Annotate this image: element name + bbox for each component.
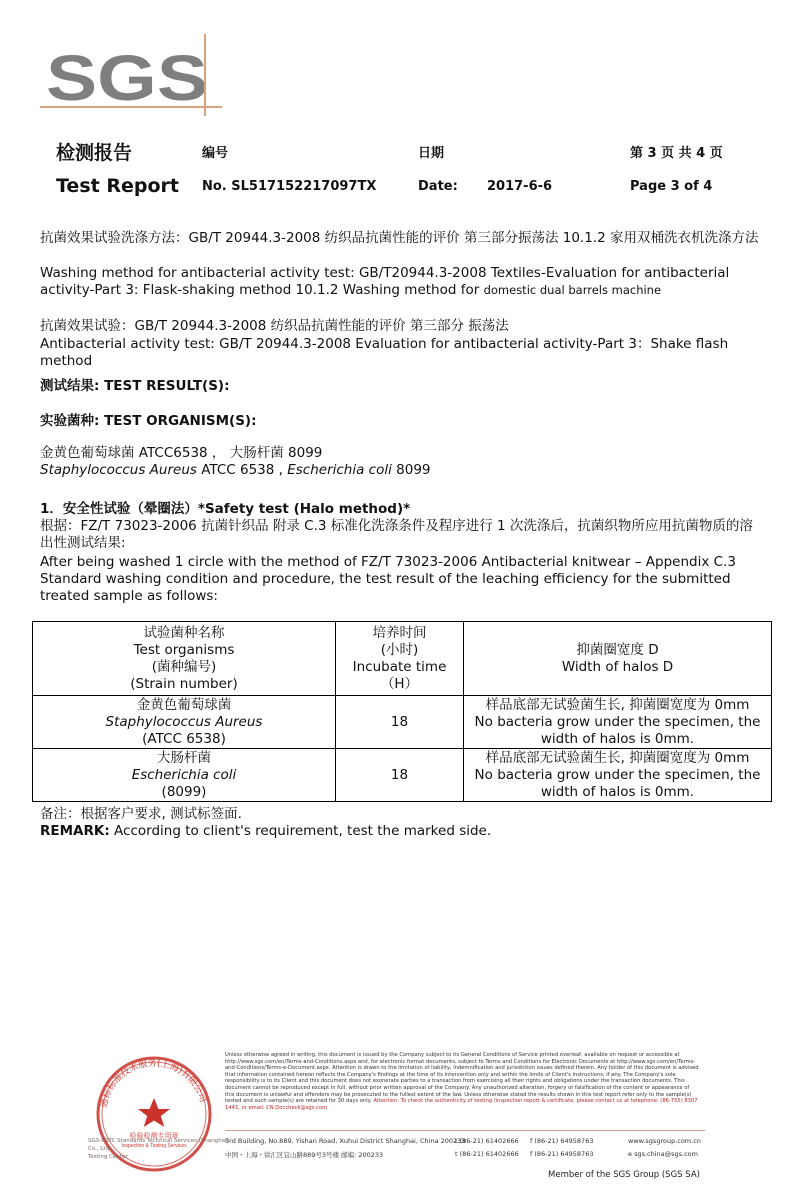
test-result-heading: 测试结果: TEST RESULT(S): bbox=[40, 378, 230, 394]
address-cn: 中国・上海・徐汇区宜山路889号3号楼 邮编: 200233 bbox=[225, 1151, 384, 1159]
result-cell: 样品底部无试验菌生长, 抑菌圈宽度为 0mm No bacteria grow under the specimen, the width of halos is 0mm. bbox=[464, 749, 772, 802]
table-row bbox=[33, 749, 772, 802]
date-label-en: Date: bbox=[418, 179, 458, 194]
email: e sgs.china@sgs.com bbox=[628, 1150, 698, 1158]
organism-cell: 金黄色葡萄球菌 Staphylococcus Aureus (ATCC 6538) bbox=[33, 696, 336, 749]
footer-divider bbox=[225, 1130, 705, 1131]
header-halo-width: 抑菌圈宽度 D Width of halos D bbox=[464, 622, 772, 696]
page-cn: 第 3 页 共 4 页 bbox=[630, 146, 723, 161]
date-label-cn: 日期 bbox=[418, 146, 445, 161]
footer-terms: Unless otherwise agreed in writing, this document is issued by the Company subject to its General Conditions of Service printed overleaf, available on request or accessible at http://www.sgs.com/en/Terms-and-Conditions.aspx and, for electronic format documents, subject to Terms and Conditions for Electronic Documents at http://www.sgs.com/en/Terms-and-Conditions/Terms-e-Document.aspx. Attention is drawn to the limitation of liability, indemnification and jurisdiction issues defined therein. Any holder of this document is advised that information contained hereon reflects the Company's findings at the time of its intervention only and within the limits of Client's instructions, if any. The Company's sole responsibility is to its Client and this document does not exonerate parties to a transaction from exercising all their rights and obligations under the transaction documents. This document cannot be reproduced except in full, without prior written approval of the Company. Any unauthorized alteration, forgery or falsification of the content or appearance of this document is unlawful and offenders may be prosecuted to the fullest extent of the law. Unless otherwise stated the results shown in this test report refer only to the sample(s) tested and such sample(s) are retained for 30 days only. Attention: To check the authenticity of testing /inspection report & certificate, please contact us at telephone: (86-755) 8307 1443, or email: CN.Doccheck@sgs.com bbox=[225, 1052, 699, 1111]
member-of-sgs-group: Member of the SGS Group (SGS SA) bbox=[548, 1170, 700, 1180]
title-cn: 检测报告 bbox=[56, 142, 133, 164]
telephone-2: t (86-21) 61402666 bbox=[455, 1150, 519, 1158]
stamp-company: SGS-CSTC Standards Technical Services (Shanghai) Co., Ltd. Testing Center bbox=[88, 1138, 229, 1160]
seal-star-icon bbox=[138, 1098, 170, 1127]
address-en: 3rd Building, No.889, Yishan Road, Xuhui District Shanghai, China 200233 bbox=[225, 1137, 466, 1145]
time-cell: 18 bbox=[336, 749, 464, 802]
test-organism-heading: 实验菌种: TEST ORGANISM(S): bbox=[40, 413, 257, 429]
report-date: 2017-6-6 bbox=[487, 179, 553, 194]
footer-attention: Attention: To check the authenticity of testing /inspection report & certificate, please contact us at telephone: (86-755) 8307 1443, or email: CN.Doccheck@sgs.com bbox=[225, 1098, 698, 1111]
telephone-1: t (86-21) 61402666 bbox=[455, 1137, 519, 1145]
table-row bbox=[33, 696, 772, 749]
result-cell: 样品底部无试验菌生长, 抑菌圈宽度为 0mm No bacteria grow under the specimen, the width of halos is 0mm. bbox=[464, 696, 772, 749]
remark-en: REMARK: According to client's requirement, test the marked side. bbox=[40, 823, 492, 839]
sgs-logo bbox=[40, 28, 230, 120]
seal-cn-text: 通标标准技术服务(上海)有限公司 bbox=[99, 1058, 208, 1109]
page-en: Page 3 of 4 bbox=[630, 179, 713, 194]
organisms-cn: 金黄色葡萄球菌 ATCC6538 ， 大肠杆菌 8099 bbox=[40, 445, 323, 461]
table-header-row bbox=[33, 622, 772, 696]
section1-basis-cn: 根据：FZ/T 73023-2006 抗菌针织品 附录 C.3 标准化洗涤条件及程序进行 1 次洗涤后，抗菌织物所应用抗菌物质的溶出性测试结果: bbox=[40, 518, 753, 551]
antibacterial-test-en: Antibacterial activity test: GB/T 20944.3-2008 Evaluation for antibacterial activity-Part 3：Shake flash method bbox=[40, 336, 729, 369]
seal-en-text: Inspection & Testing Services bbox=[121, 1143, 187, 1149]
washing-method-en: Washing method for antibacterial activity test: GB/T20944.3-2008 Textiles-Evaluation for antibacterial activity-Part 3: Flask-shaking method 10.1.2 Washing method for domestic dual barrels machine bbox=[40, 265, 730, 298]
fax-1: f (86-21) 64958763 bbox=[530, 1137, 594, 1145]
organisms-en: Staphylococcus Aureus ATCC 6538 , Escherichia coli 8099 bbox=[40, 462, 431, 478]
header-incubate-time: 培养时间 (小时) Incubate time （H） bbox=[336, 622, 464, 696]
seal-center-text: 检验检测专用章 bbox=[129, 1132, 179, 1140]
sgs-logo-text: SGS bbox=[46, 42, 208, 114]
section1-heading: 1．安全性试验（晕圈法）*Safety test (Halo method)* bbox=[40, 501, 411, 517]
header-test-organisms: 试验菌种名称 Test organisms (菌种编号) (Strain number) bbox=[33, 622, 336, 696]
report-number: No. SL517152217097TX bbox=[202, 179, 377, 194]
remark-cn: 备注：根据客户要求, 测试标签面. bbox=[40, 806, 242, 822]
time-cell: 18 bbox=[336, 696, 464, 749]
website: www.sgsgroup.com.cn bbox=[628, 1137, 701, 1145]
results-table bbox=[32, 621, 772, 802]
antibacterial-test-cn: 抗菌效果试验：GB/T 20944.3-2008 纺织品抗菌性能的评价 第三部分 振荡法 bbox=[40, 318, 509, 334]
organism-cell: 大肠杆菌 Escherichia coli (8099) bbox=[33, 749, 336, 802]
washing-method-cn: 抗菌效果试验洗涤方法：GB/T 20944.3-2008 纺织品抗菌性能的评价 第三部分振荡法 10.1.2 家用双桶洗衣机洗涤方法 bbox=[40, 230, 759, 246]
number-label-cn: 编号 bbox=[202, 146, 229, 161]
title-en: Test Report bbox=[56, 175, 179, 197]
fax-2: f (86-21) 64958763 bbox=[530, 1150, 594, 1158]
section1-basis-en: After being washed 1 circle with the method of FZ/T 73023-2006 Antibacterial knitwear – Appendix C.3 Standard washing condition and procedure, the test result of the leaching efficiency for the submitted treated sample as follows: bbox=[40, 554, 736, 604]
